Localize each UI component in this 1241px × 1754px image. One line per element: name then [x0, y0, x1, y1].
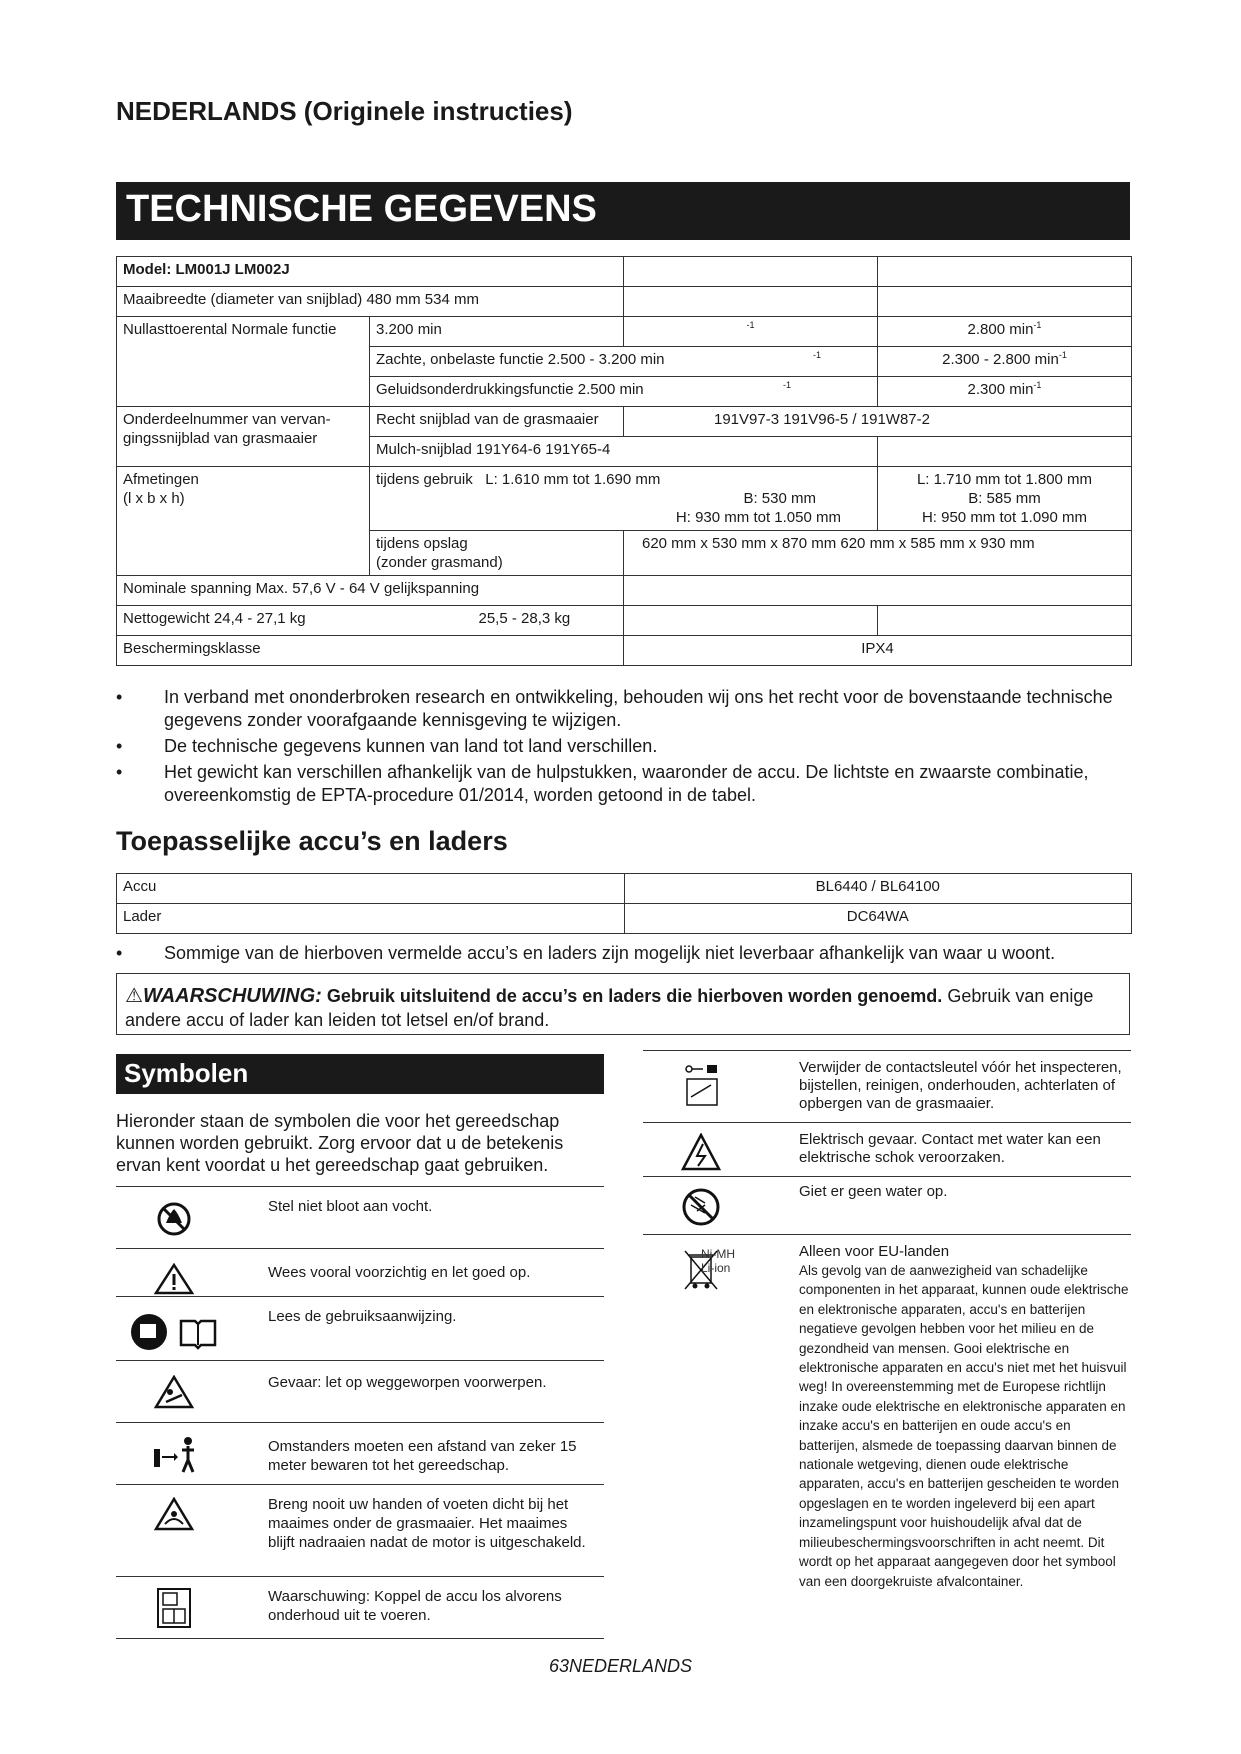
symbol-text: Gevaar: let op weggeworpen voorwerpen.: [268, 1374, 547, 1391]
dimensions-use: tijdens gebruik L: 1.610 mm tot 1.690 mm B: 530 mm H: 930 mm tot 1.050 mm: [369, 467, 877, 531]
noise-function: Geluidsonderdrukkingsfunctie 2.500 min $^{-1}$: [369, 377, 877, 407]
table-row: [117, 904, 1132, 934]
caution-icon: [124, 1263, 224, 1295]
page-footer: 63NEDERLANDS: [548, 1656, 693, 1676]
blade-hazard-icon: [124, 1497, 224, 1531]
symbol-text: Verwijder de contactsleutel vóór het inspecteren, bijstellen, reinigen, onderhouden, achterlaten of opbergen van de grasmaaier.: [799, 1059, 1122, 1112]
symbol-row: [116, 1360, 604, 1422]
symbol-row: [643, 1050, 1131, 1122]
thrown-objects-icon: [124, 1375, 224, 1409]
symbol-row: [643, 1176, 1131, 1234]
symbol-row: [643, 1122, 1131, 1176]
list-item: • In verband met ononderbroken research en ontwikkeling, behouden wij ons het recht voor de bovenstaande technische gegevens zonder voorafgaande kennisgeving te wijzigen.: [116, 687, 1113, 730]
voltage-cell: Nominale spanning Max. 57,6 V - 64 V gelijkspanning: [117, 576, 624, 606]
batteries-table: [116, 873, 1132, 934]
symbol-row: [116, 1422, 604, 1484]
symbol-text: Stel niet bloot aan vocht.: [268, 1198, 433, 1215]
tech-notes: [116, 686, 1136, 810]
protection-value: IPX4: [623, 636, 1131, 666]
table-row: [117, 576, 1132, 606]
keep-distance-icon: [124, 1435, 224, 1475]
remove-key-icon: [651, 1061, 751, 1111]
table-row: [117, 257, 1132, 287]
symbol-text: Elektrisch gevaar. Contact met water kan een elektrische schok veroorzaken.: [799, 1131, 1101, 1166]
soft-function: Zachte, onbelaste functie 2.500 - 3.200 min $^{-1}$: [369, 347, 877, 377]
list-item: • De technische gegevens kunnen van land tot land verschillen.: [116, 736, 658, 756]
charger-value: DC64WA: [624, 904, 1132, 934]
noise-function-b: 2.300 min: [967, 381, 1034, 398]
table-row: [117, 287, 1132, 317]
dimensions-label: Afmetingen (l x b x h): [117, 467, 370, 576]
tech-section-title: TECHNISCHE GEGEVENS: [116, 182, 1130, 240]
symbol-text: Waarschuwing: Koppel de accu los alvorens onderhoud uit te voeren.: [268, 1588, 562, 1624]
model-cell: Model: LM001J LM002J: [117, 257, 624, 287]
cut-width-cell: Maaibreedte (diameter van snijblad) 480 mm 534 mm: [117, 287, 624, 317]
electric-hazard-icon: [651, 1133, 751, 1171]
disconnect-battery-icon: [124, 1587, 224, 1629]
straight-blade-value: 191V97-3 191V96-5 / 191W87-2: [623, 407, 1131, 437]
table-row: [117, 636, 1132, 666]
mulch-blade: Mulch-snijblad 191Y64-6 191Y65-4: [369, 437, 877, 467]
charger-label: Lader: [117, 904, 625, 934]
warning-rest: Gebruik van enige andere accu of lader kan leiden tot letsel en/of brand.: [125, 986, 1094, 1030]
table-row: [117, 874, 1132, 904]
dimensions-storage-value: 620 mm x 530 mm x 870 mm 620 mm x 585 mm x 930 mm: [623, 531, 1131, 576]
dimensions-storage-label: tijdens opslag (zonder grasmand): [369, 531, 623, 576]
symbol-row: [116, 1296, 604, 1360]
symbol-row: [116, 1484, 604, 1576]
soft-function-b: 2.300 - 2.800 min: [942, 351, 1059, 368]
table-row: Geluidsonderdrukkingsfunctie 2.500 min $^{-1}$ 2.300 $\min^{-1}$: [117, 377, 1132, 407]
dimensions-use-b: L: 1.710 mm tot 1.800 mm B: 585 mm H: 950 mm tot 1.090 mm: [877, 467, 1131, 531]
nimh-label: Ni-MH: [701, 1247, 735, 1261]
symbol-text: Giet er geen water op.: [799, 1183, 948, 1200]
protection-label: Beschermingsklasse: [117, 636, 624, 666]
language-title: NEDERLANDS (Originele instructies): [116, 96, 573, 126]
symbol-text: Breng nooit uw handen of voeten dicht bij het maaimes onder de grasmaaier. Het maaimes blijft nadraaien nadat de motor is uitgeschakeld.: [268, 1496, 586, 1551]
no-moisture-icon: [124, 1199, 224, 1239]
no-load-normal-b: 2.800 min: [967, 321, 1034, 338]
list-item: • Sommige van de hierboven vermelde accu’s en laders zijn mogelijk niet leverbaar afhankelijk van waar u woont.: [116, 943, 1056, 963]
symbol-row: [116, 1186, 604, 1248]
symbols-left-bottom-rule: [116, 1638, 604, 1639]
symbol-text: Wees vooral voorzichtig en let goed op.: [268, 1264, 531, 1281]
batteries-title: Toepasselijke accu’s en laders: [116, 826, 508, 856]
tech-table: [116, 256, 1132, 666]
battery-types: [701, 1247, 735, 1275]
no-water-icon: [651, 1187, 751, 1227]
symbols-intro: Hieronder staan de symbolen die voor het gereedschap kunnen worden gebruikt. Zorg ervoor dat u de betekenis ervan kent voordat u het gereedschap gaat gebruiken.: [116, 1111, 564, 1175]
warning-bold: Gebruik uitsluitend de accu’s en laders die hierboven worden genoemd.: [326, 986, 943, 1006]
warning-box: [116, 973, 1130, 1035]
batteries-note: [116, 942, 1136, 968]
eu-title: Alleen voor EU-landen: [799, 1243, 950, 1260]
no-load-label: Nullasttoerental Normale functie: [117, 317, 370, 407]
table-row: [117, 407, 1132, 437]
table-row: Zachte, onbelaste functie 2.500 - 3.200 min $^{-1}$ 2.300 - 2.800 $\min^{-1}$: [117, 347, 1132, 377]
symbol-row: [116, 1576, 604, 1638]
battery-label: Accu: [117, 874, 625, 904]
table-row: [117, 606, 1132, 636]
symbol-text: Omstanders moeten een afstand van zeker 15 meter bewaren tot het gereedschap.: [268, 1438, 577, 1474]
liion-label: Li-ion: [701, 1261, 731, 1275]
symbol-text: Lees de gebruiksaanwijzing.: [268, 1308, 457, 1325]
part-number-label: Onderdeelnummer van vervan-gingssnijblad van grasmaaier: [117, 407, 370, 467]
warning-title: WAARSCHUWING:: [142, 985, 322, 1007]
straight-blade-label: Recht snijblad van de grasmaaier: [369, 407, 623, 437]
battery-value: BL6440 / BL64100: [624, 874, 1132, 904]
table-row: [117, 467, 1132, 531]
weight-cell: Nettogewicht 24,4 - 27,1 kg 25,5 - 28,3 kg: [117, 606, 624, 636]
list-item: • Het gewicht kan verschillen afhankelijk van de hulpstukken, waaronder de accu. De lichtste en zwaarste combinatie, overeenkomstig de EPTA-procedure 01/2014, worden getoond in de tabel.: [116, 762, 1089, 805]
read-manual-icon: [124, 1311, 224, 1353]
symbol-row: [116, 1248, 604, 1296]
warning-icon: ⚠: [125, 985, 143, 1007]
symbols-section-title: Symbolen: [116, 1054, 604, 1094]
table-row: Nullasttoerental Normale functie 3.200 min $^{-1}$ 2.800 $\min^{-1}$: [117, 317, 1132, 347]
eu-symbol-text: [799, 1243, 1129, 1591]
no-load-normal: 3.200 min: [369, 317, 623, 347]
symbol-row: [643, 1234, 1131, 1626]
eu-body: Als gevolg van de aanwezigheid van schadelijke componenten in het apparaat, kunnen oude elektrische en elektronische apparaten, accu's en batterijen negatieve gevolgen hebben voor het milieu en de gezondheid van mensen. Gooi elektrische en elektronische apparaten en accu's niet met het huisvuil weg! In overeenstemming met de Europese richtlijn inzake oude elektrische en elektronische apparaten en inzake accu's en batterijen en oude accu's en batterijen, alsmede de toepassing daarvan binnen de nationale wetgeving, dienen oude elektrische apparaten, accu's en batterijen gescheiden te worden opgeslagen en te worden ingeleverd bij een apart inzamelingspunt voor huishoudelijk afval dat de milieubeschermingsvoorschriften in acht neemt. Dit wordt op het apparaat aangegeven door het symbool van een doorgekruiste afvalcontainer.: [799, 1263, 1129, 1589]
